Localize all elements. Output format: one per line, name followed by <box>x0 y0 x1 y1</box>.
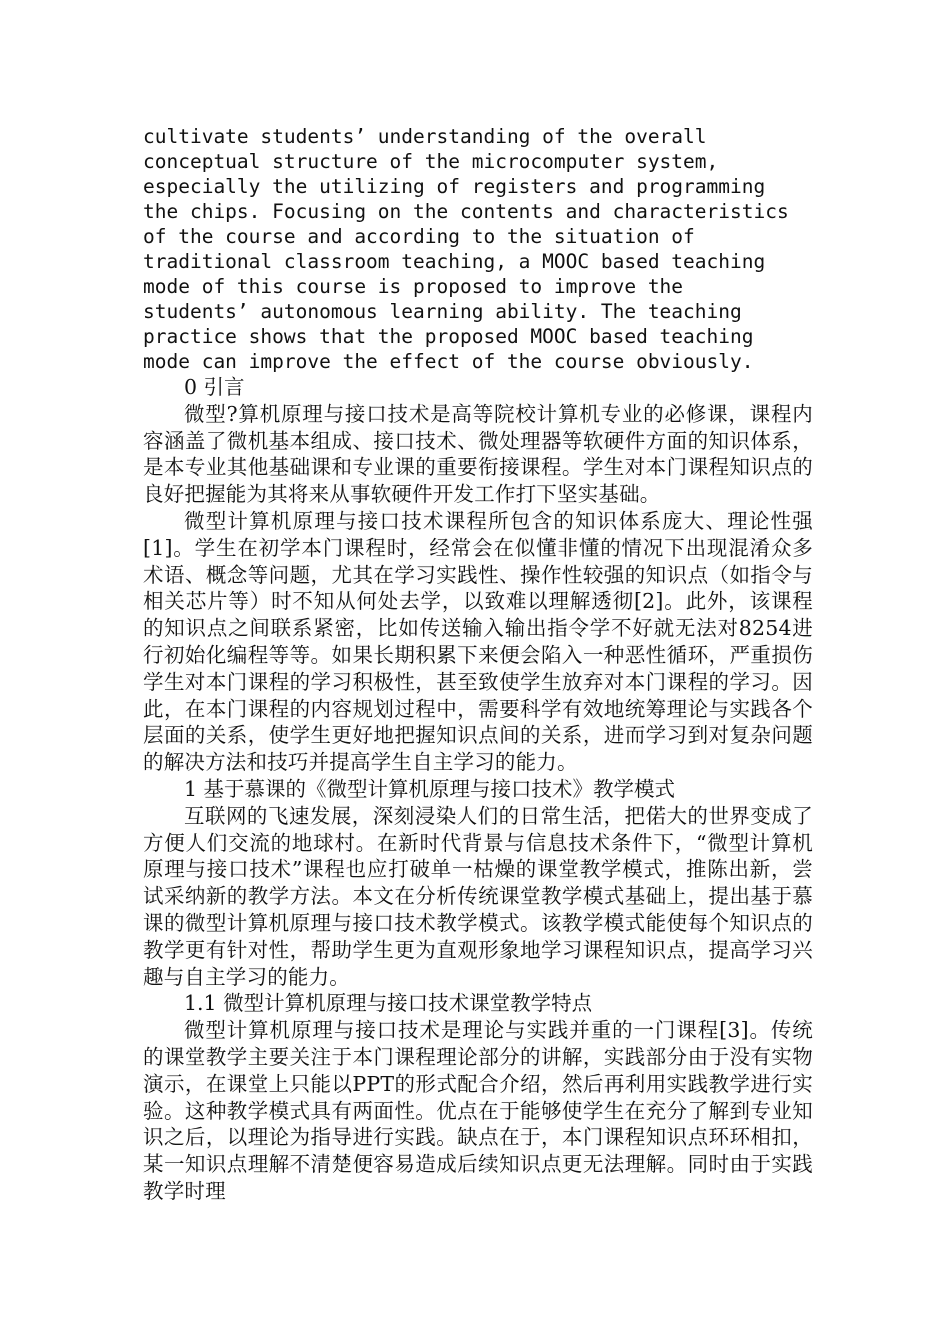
section-0-heading: 0 引言 <box>184 375 245 399</box>
section-1-1-paragraph-1: 微型计算机原理与接口技术是理论与实践并重的一门课程[3]。传统的课堂教学主要关注于本门课程理论部分的讲解，实践部分由于没有实物演示，在课堂上只能以PPT的形式配合介绍，然后再利用实践教学进行实验。这种教学模式具有两面性。优点在于能够使学生在充分了解到专业知识之后，以理论为指导进行实践。缺点在于，本门课程知识点环环相扣，某一知识点理解不清楚便容易造成后续知识点更无法理解。同时由于实践教学时理 <box>143 1018 813 1203</box>
section-1-1-heading: 1.1 微型计算机原理与接口技术课堂教学特点 <box>184 991 593 1016</box>
english-abstract-text: cultivate students’ understanding of the overall conceptual structure of the microcomputer system, especially the utilizing of registers and programming the chips. Focusing on the contents and characteristics of the course and according to the situation of traditional classroom teaching, a MOOC based teaching mode of this course is proposed to improve the students’ autonomous learning ability. The teaching practice shows that the proposed MOOC based teaching mode can improve the effect of the course obviously. <box>143 125 789 373</box>
section-1-paragraph-1: 互联网的飞速发展，深刻浸染人们的日常生活，把偌大的世界变成了方便人们交流的地球村。在新时代背景与信息技术条件下，“微型计算机原理与接口技术”课程也应打破单一枯燥的课堂教学模式，推陈出新，尝试采纳新的教学方法。本文在分析传统课堂教学模式基础上，提出基于慕课的微型计算机原理与接口技术教学模式。该教学模式能使每个知识点的教学更有针对性，帮助学生更为直观形象地学习课程知识点，提高学习兴趣与自主学习的能力。 <box>143 803 813 989</box>
section-1-heading: 1 基于慕课的《微型计算机原理与接口技术》教学模式 <box>184 776 676 801</box>
document-page <box>143 124 813 1205</box>
section-0-paragraph-1: 微型?算机原理与接口技术是高等院校计算机专业的必修课，课程内容涵盖了微机基本组成、接口技术、微处理器等软硬件方面的知识体系，是本专业其他基础课和专业课的重要衔接课程。学生对本门课程知识点的良好把握能为其将来从事软硬件开发工作打下坚实基础。 <box>143 401 813 507</box>
section-0-paragraph-2: 微型计算机原理与接口技术课程所包含的知识体系庞大、理论性强[1]。学生在初学本门课程时，经常会在似懂非懂的情况下出现混淆众多术语、概念等问题，尤其在学习实践性、操作性较强的知识点（如指令与相关芯片等）时不知从何处去学，以致难以理解透彻[2]。此外，该课程的知识点之间联系紧密，比如传送输入输出指令学不好就无法对8254进行初始化编程等等。如果长期积累下来便会陷入一种恶性循环，严重损伤学生对本门课程的学习积极性，甚至致使学生放弃对本门课程的学习。因此，在本门课程的内容规划过程中，需要科学有效地统筹理论与实践各个层面的关系，使学生更好地把握知识点间的关系，进而学习到对复杂问题的解决方法和技巧并提高学生自主学习的能力。 <box>143 508 813 775</box>
